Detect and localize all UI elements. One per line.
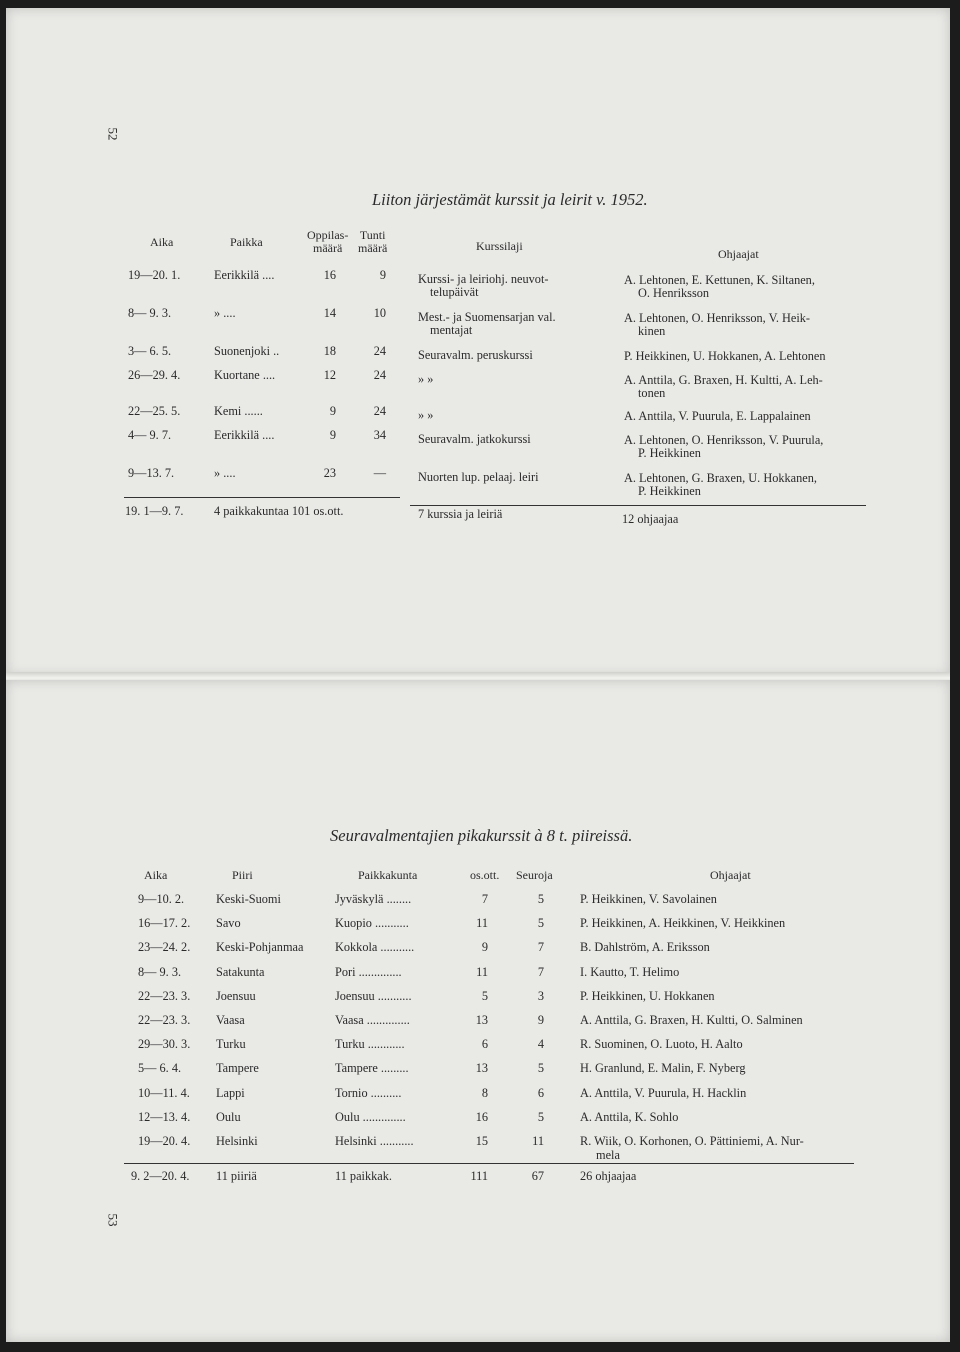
t2-cell-aika: 16—17. 2. bbox=[138, 916, 191, 931]
t2-cell-paikkakunta: Helsinki ........... bbox=[335, 1134, 414, 1148]
t2-cell-paikkakunta: Joensuu ........... bbox=[335, 988, 412, 1003]
t1-cell-paikka: Kemi ...... bbox=[214, 404, 263, 418]
t2-cell-osott: 11 bbox=[476, 964, 488, 979]
t2-cell-piiri: Lappi bbox=[216, 1085, 245, 1100]
t1-cell-aika: 9—13. 7. bbox=[128, 466, 175, 480]
t2-cell-aika: 10—11. 4. bbox=[138, 1085, 190, 1100]
t2-cell-ohjaajat: R. Wiik, O. Korhonen, O. Pättiniemi, A. Nur- bbox=[580, 1134, 804, 1148]
t2-cell-osott: 13 bbox=[475, 1061, 488, 1076]
t2-cell-piiri: Satakunta bbox=[216, 964, 265, 979]
t2-cell-ohjaajat: A. Anttila, K. Sohlo bbox=[580, 1109, 679, 1124]
t2-cell-ohjaajat: A. Anttila, V. Puurula, H. Hacklin bbox=[580, 1085, 747, 1100]
t1-header-aika: Aika bbox=[150, 235, 174, 249]
t2-total-paikkakunta: 11 paikkak. bbox=[335, 1169, 392, 1183]
t2-cell-paikkakunta: Tornio .......... bbox=[335, 1085, 402, 1100]
t2-cell-ohjaajat: B. Dahlström, A. Eriksson bbox=[580, 940, 710, 955]
t1-cell-tunti: 24 bbox=[373, 404, 386, 418]
t1-cell-ohjaajat: O. Henriksson bbox=[638, 286, 710, 300]
t2-cell-paikkakunta: Kokkola ........... bbox=[335, 940, 415, 955]
t2-cell-aika: 19—20. 4. bbox=[138, 1134, 191, 1148]
t2-cell-piiri: Vaasa bbox=[216, 1013, 245, 1027]
t1-cell-oppilas: 23 bbox=[323, 466, 336, 480]
t2-cell-osott: 11 bbox=[476, 916, 488, 931]
t1-cell-paikka: Suonenjoki .. bbox=[214, 344, 280, 358]
t2-cell-aika: 22—23. 3. bbox=[138, 988, 191, 1003]
t2-cell-paikkakunta: Oulu .............. bbox=[335, 1109, 406, 1124]
t2-cell-paikkakunta: Turku ............ bbox=[335, 1037, 405, 1052]
t2-cell-piiri: Tampere bbox=[216, 1061, 259, 1076]
t1-cell-aika: 3— 6. 5. bbox=[128, 344, 172, 358]
t1-cell-ohjaajat: P. Heikkinen bbox=[638, 484, 701, 498]
t1-cell-kurssilaji: Mest.- ja Suomensarjan val. bbox=[418, 310, 556, 324]
t2-cell-paikkakunta: Vaasa .............. bbox=[335, 1013, 410, 1027]
t1-rule-right bbox=[410, 505, 866, 506]
t2-header-seuroja: Seuroja bbox=[516, 868, 553, 882]
t1-cell-paikka: » .... bbox=[214, 466, 236, 480]
t2-cell-paikkakunta: Kuopio ........... bbox=[335, 916, 409, 931]
t2-cell-paikkakunta: Jyväskylä ........ bbox=[335, 892, 412, 906]
t2-header-paikkakunta: Paikkakunta bbox=[358, 868, 418, 882]
t2-cell-osott: 8 bbox=[481, 1085, 488, 1100]
t2-cell-osott: 13 bbox=[475, 1013, 488, 1027]
t2-cell-seuroja: 5 bbox=[537, 892, 544, 906]
t2-cell-ohjaajat: mela bbox=[596, 1148, 620, 1162]
t2-cell-piiri: Savo bbox=[216, 916, 241, 931]
t2-cell-ohjaajat: A. Anttila, G. Braxen, H. Kultti, O. Salminen bbox=[580, 1013, 803, 1027]
t2-cell-piiri: Keski-Pohjanmaa bbox=[216, 940, 304, 955]
table2-title: Seuravalmentajien pikakurssit à 8 t. piireissä. bbox=[330, 826, 633, 845]
t2-cell-osott: 16 bbox=[475, 1109, 488, 1124]
t1-cell-aika: 4— 9. 7. bbox=[128, 428, 172, 442]
t1-total-paikka: 4 paikkakuntaa 101 os.ott. bbox=[214, 504, 344, 518]
t1-cell-ohjaajat: A. Lehtonen, E. Kettunen, K. Siltanen, bbox=[624, 273, 815, 287]
t1-cell-kurssilaji: » » bbox=[418, 372, 434, 386]
t2-cell-aika: 8— 9. 3. bbox=[138, 964, 182, 979]
t2-cell-ohjaajat: H. Granlund, E. Malin, F. Nyberg bbox=[580, 1061, 746, 1076]
t1-cell-kurssilaji: telupäivät bbox=[430, 285, 479, 299]
t2-rule bbox=[124, 1163, 854, 1164]
t2-header-ohjaajat: Ohjaajat bbox=[710, 868, 751, 882]
t1-cell-oppilas: 12 bbox=[323, 368, 336, 382]
t1-cell-aika: 19—20. 1. bbox=[128, 268, 181, 282]
t2-cell-seuroja: 5 bbox=[537, 1061, 544, 1076]
t2-cell-piiri: Keski-Suomi bbox=[216, 892, 281, 906]
t1-cell-ohjaajat: A. Lehtonen, O. Henriksson, V. Puurula, bbox=[624, 433, 824, 447]
t1-header-ohjaajat: Ohjaajat bbox=[718, 247, 759, 261]
t1-header-paikka: Paikka bbox=[230, 235, 263, 249]
t1-cell-kurssilaji: Seuravalm. peruskurssi bbox=[418, 348, 533, 362]
t2-cell-seuroja: 5 bbox=[537, 1109, 544, 1124]
t2-cell-osott: 15 bbox=[475, 1134, 488, 1148]
t2-cell-paikkakunta: Pori .............. bbox=[335, 964, 402, 979]
t1-cell-kurssilaji: Kurssi- ja leiriohj. neuvot- bbox=[418, 272, 549, 286]
t1-cell-aika: 26—29. 4. bbox=[128, 368, 181, 382]
t1-cell-ohjaajat: A. Lehtonen, O. Henriksson, V. Heik- bbox=[624, 311, 811, 325]
t1-cell-tunti: 34 bbox=[373, 428, 386, 442]
t1-cell-oppilas: 9 bbox=[329, 428, 336, 442]
t2-cell-aika: 9—10. 2. bbox=[138, 892, 185, 906]
t1-cell-tunti: 9 bbox=[379, 268, 386, 282]
top-page bbox=[6, 8, 950, 676]
t2-cell-osott: 7 bbox=[481, 892, 488, 906]
t2-cell-ohjaajat: P. Heikkinen, U. Hokkanen bbox=[580, 988, 715, 1003]
t2-cell-seuroja: 5 bbox=[537, 916, 544, 931]
t2-cell-seuroja: 6 bbox=[537, 1085, 544, 1100]
t2-cell-aika: 22—23. 3. bbox=[138, 1013, 191, 1027]
table1-title: Liiton järjestämät kurssit ja leirit v. 1952. bbox=[372, 190, 648, 209]
t2-header-osott: os.ott. bbox=[470, 868, 500, 882]
t2-cell-paikkakunta: Tampere ......... bbox=[335, 1061, 409, 1076]
t2-cell-seuroja: 9 bbox=[537, 1013, 544, 1027]
t2-cell-seuroja: 11 bbox=[532, 1134, 544, 1148]
page-number-top: 52 bbox=[105, 127, 121, 141]
t2-cell-seuroja: 4 bbox=[537, 1037, 544, 1052]
t2-cell-seuroja: 7 bbox=[537, 940, 544, 955]
t1-cell-ohjaajat: tonen bbox=[638, 386, 666, 400]
t1-cell-ohjaajat: P. Heikkinen bbox=[638, 446, 701, 460]
t2-cell-ohjaajat: R. Suominen, O. Luoto, H. Aalto bbox=[580, 1037, 743, 1052]
t2-total-piiri: 11 piiriä bbox=[216, 1169, 257, 1183]
t2-cell-aika: 5— 6. 4. bbox=[138, 1061, 182, 1076]
t1-cell-kurssilaji: Seuravalm. jatkokurssi bbox=[418, 432, 531, 446]
t1-cell-kurssilaji: » » bbox=[418, 408, 434, 422]
t1-cell-tunti: 10 bbox=[373, 306, 386, 320]
t2-cell-ohjaajat: P. Heikkinen, A. Heikkinen, V. Heikkinen bbox=[580, 916, 786, 931]
t2-cell-aika: 12—13. 4. bbox=[138, 1109, 191, 1124]
t1-header-tunti: Tunti määrä bbox=[358, 228, 388, 255]
t2-cell-osott: 5 bbox=[481, 988, 488, 1003]
t1-cell-tunti: 24 bbox=[373, 368, 386, 382]
t1-cell-ohjaajat: A. Anttila, V. Puurula, E. Lappalainen bbox=[624, 409, 811, 423]
t2-cell-osott: 9 bbox=[481, 940, 488, 955]
t1-cell-tunti: — bbox=[373, 466, 386, 480]
t1-total-aika: 19. 1—9. 7. bbox=[125, 504, 184, 518]
t2-total-osott: 111 bbox=[470, 1169, 488, 1183]
t1-cell-kurssilaji: mentajat bbox=[430, 323, 473, 337]
page-number-bottom: 53 bbox=[105, 1213, 121, 1227]
t2-total-aika: 9. 2—20. 4. bbox=[131, 1169, 190, 1183]
t1-cell-oppilas: 14 bbox=[323, 306, 336, 320]
t1-cell-kurssilaji: Nuorten lup. pelaaj. leiri bbox=[418, 470, 539, 484]
t2-cell-ohjaajat: P. Heikkinen, V. Savolainen bbox=[580, 892, 717, 906]
t2-cell-ohjaajat: I. Kautto, T. Helimo bbox=[580, 964, 680, 979]
t2-total-seuroja: 67 bbox=[531, 1169, 544, 1183]
t1-cell-ohjaajat: P. Heikkinen, U. Hokkanen, A. Lehtonen bbox=[624, 349, 826, 363]
t2-header-aika: Aika bbox=[144, 868, 168, 882]
t2-cell-piiri: Turku bbox=[216, 1037, 246, 1052]
t1-cell-paikka: Eerikkilä .... bbox=[214, 268, 275, 282]
t2-cell-aika: 29—30. 3. bbox=[138, 1037, 191, 1052]
t1-cell-oppilas: 16 bbox=[323, 268, 336, 282]
t1-cell-ohjaajat: A. Lehtonen, G. Braxen, U. Hokkanen, bbox=[624, 471, 817, 485]
t1-cell-ohjaajat: kinen bbox=[638, 324, 666, 338]
t1-cell-aika: 22—25. 5. bbox=[128, 404, 181, 418]
t1-total-ohjaajat: 12 ohjaajaa bbox=[622, 512, 679, 526]
t1-cell-oppilas: 9 bbox=[329, 404, 336, 418]
t1-cell-paikka: » .... bbox=[214, 306, 236, 320]
t1-cell-tunti: 24 bbox=[373, 344, 386, 358]
t2-cell-seuroja: 7 bbox=[537, 964, 544, 979]
t1-cell-aika: 8— 9. 3. bbox=[128, 306, 172, 320]
t2-cell-osott: 6 bbox=[481, 1037, 488, 1052]
t1-cell-ohjaajat: A. Anttila, G. Braxen, H. Kultti, A. Leh- bbox=[624, 373, 823, 387]
t2-cell-aika: 23—24. 2. bbox=[138, 940, 191, 955]
bottom-page bbox=[6, 680, 950, 1342]
t1-total-kurssilaji: 7 kurssia ja leiriä bbox=[418, 507, 503, 521]
t1-cell-paikka: Kuortane .... bbox=[214, 368, 276, 382]
t1-header-kurssilaji: Kurssilaji bbox=[476, 239, 523, 253]
t1-cell-paikka: Eerikkilä .... bbox=[214, 428, 275, 442]
t2-cell-piiri: Oulu bbox=[216, 1109, 241, 1124]
t2-cell-piiri: Joensuu bbox=[216, 988, 256, 1003]
t1-cell-oppilas: 18 bbox=[323, 344, 336, 358]
t2-cell-piiri: Helsinki bbox=[216, 1134, 258, 1148]
t1-rule-left bbox=[124, 497, 400, 498]
t2-total-ohjaajat: 26 ohjaajaa bbox=[580, 1169, 637, 1183]
t1-header-oppilas: Oppilas- määrä bbox=[307, 228, 349, 255]
t2-cell-seuroja: 3 bbox=[537, 988, 544, 1003]
t2-header-piiri: Piiri bbox=[232, 868, 253, 882]
